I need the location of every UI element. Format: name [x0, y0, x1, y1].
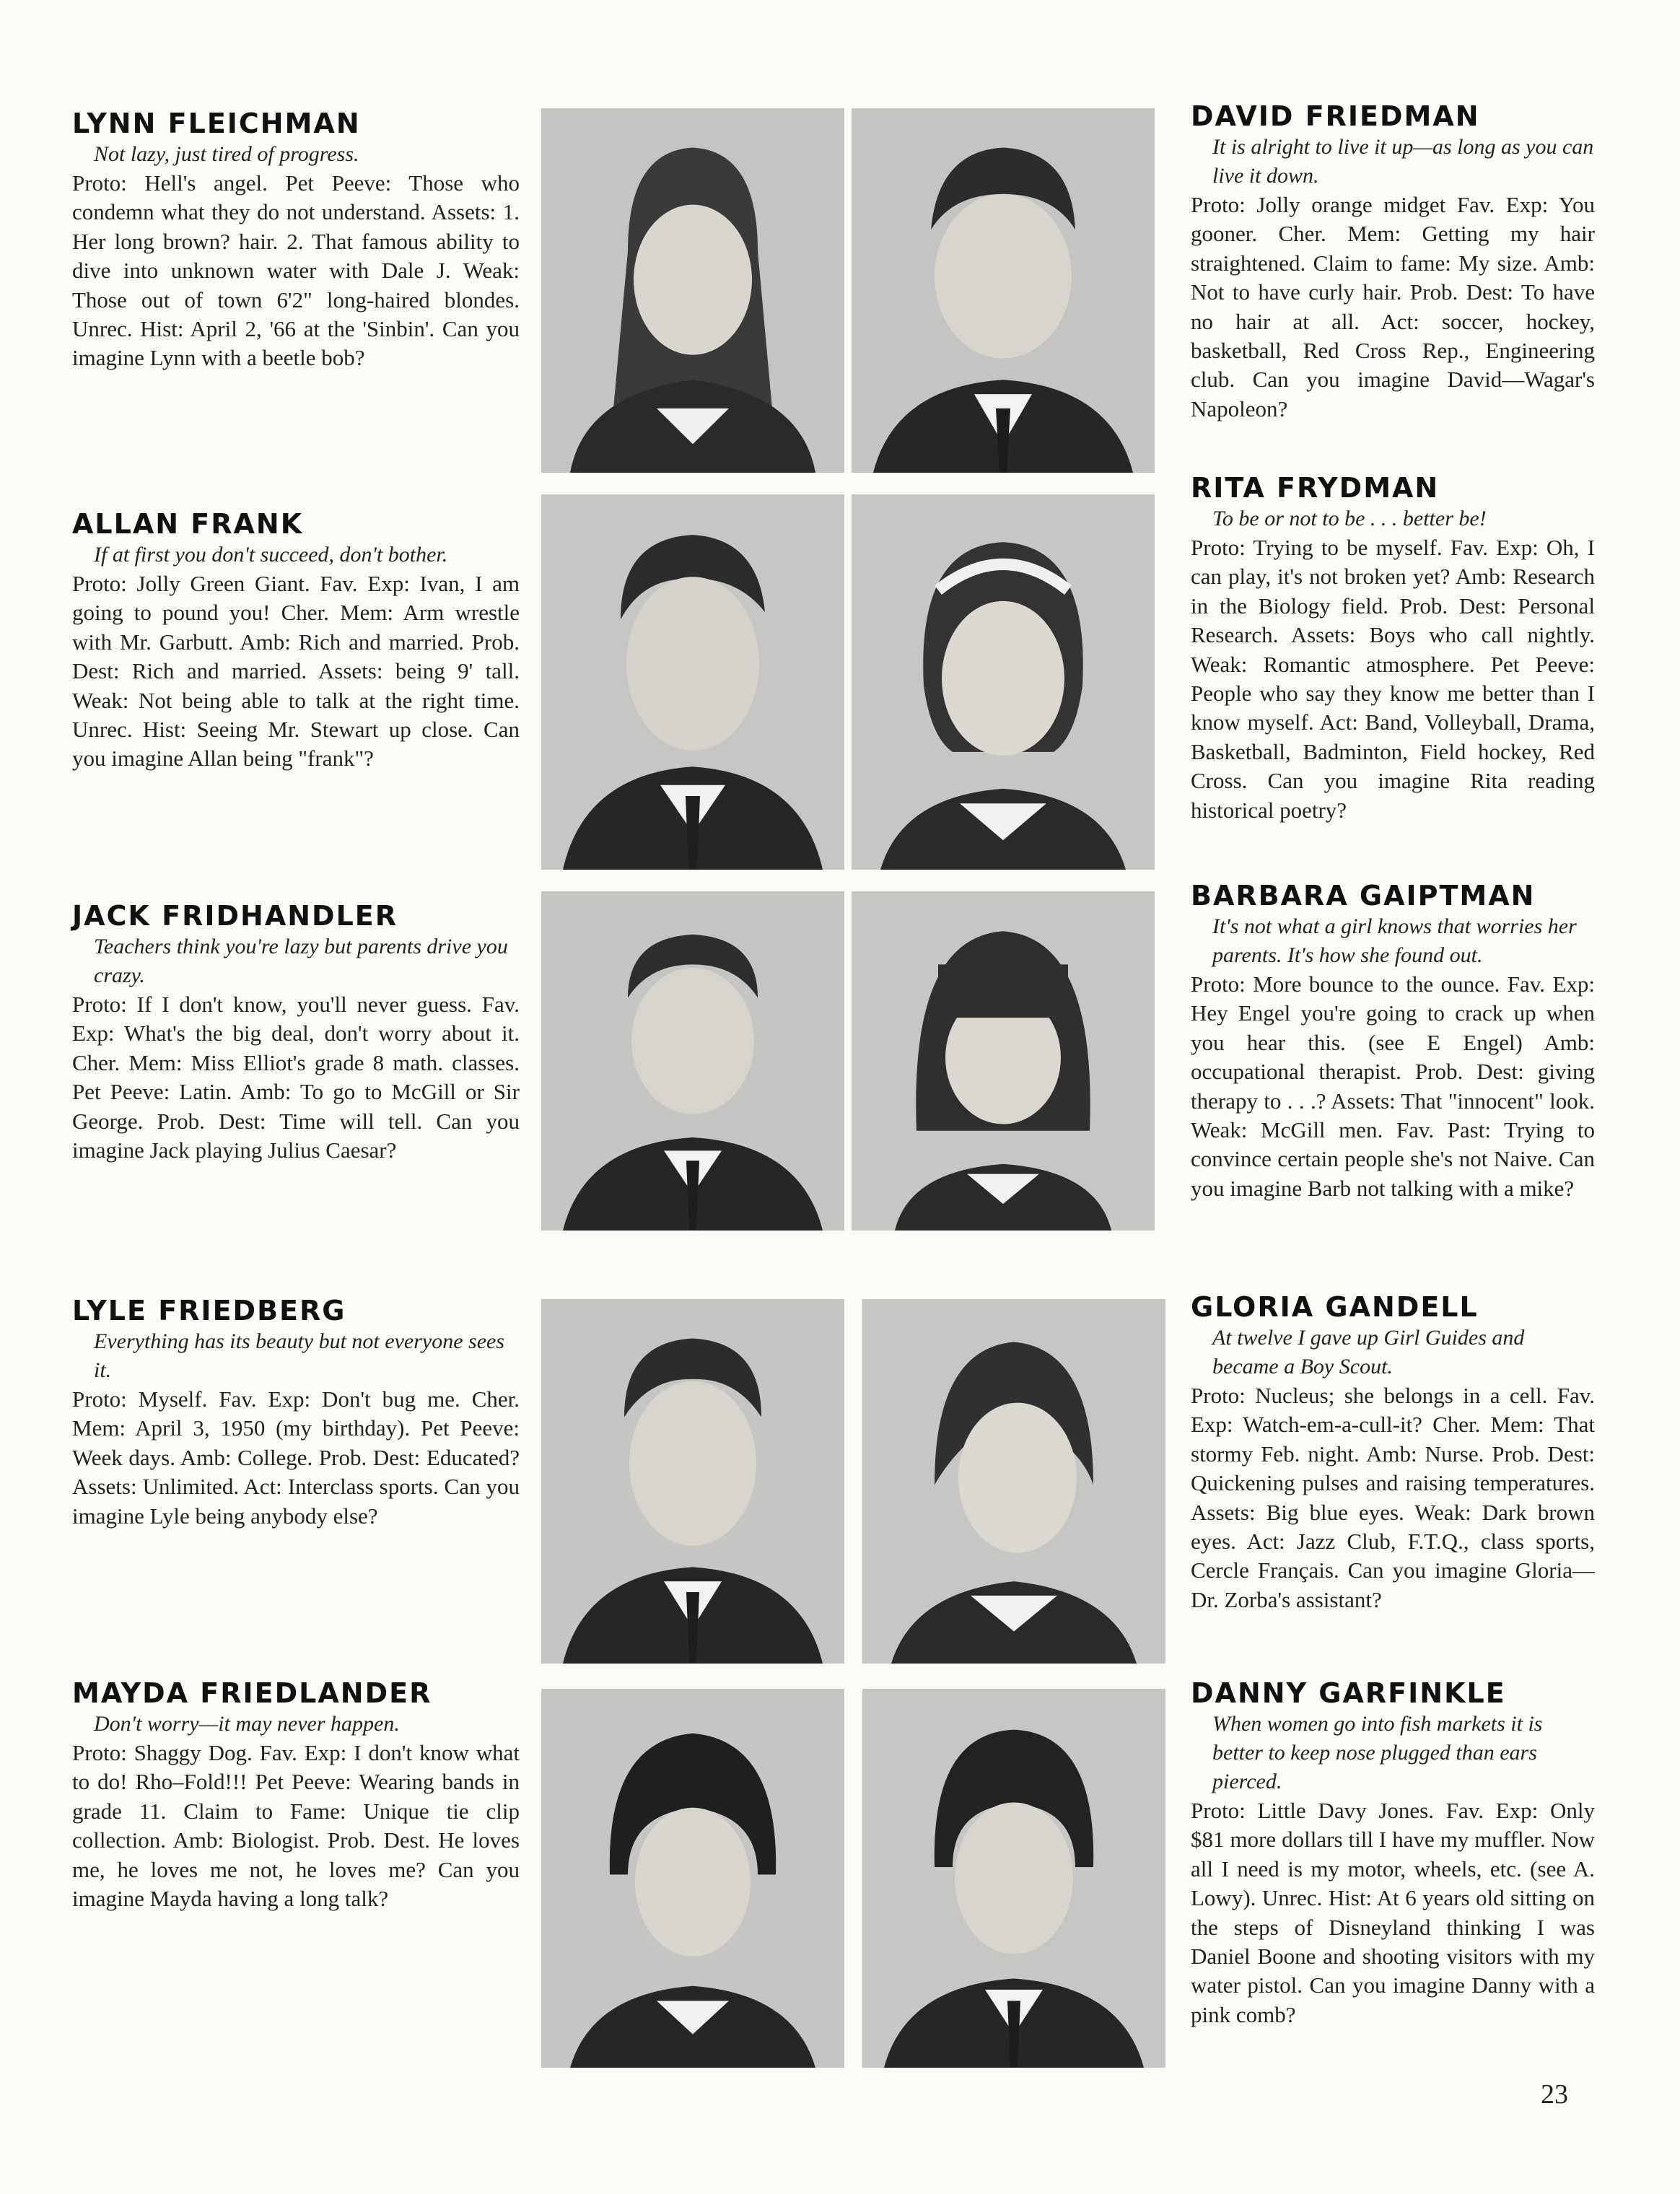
- student-bio: Proto: Hell's angel. Pet Peeve: Those who condemn what they do not understand. Assets: 1. Her long brown? hair. 2. That famous ability to dive into unknown water with Dale J. Weak: Those out of town 6'2" long-haired blondes. Unrec. Hist: April 2, '66 at the 'Sinbin'. Can you imagine Lynn with a beetle bob?: [72, 170, 520, 371]
- student-bio: Proto: Little Davy Jones. Fav. Exp: Only $81 more dollars till I have my muffler. Now all I need is my motor, wheels, etc. (see A. Lowy). Unrec. Hist: At 6 years old sitting on the steps of Disneyland thinking I was Daniel Boone and shooting visitors with my water pistol. Can you imagine Danny with a pink comb?: [1191, 1798, 1595, 2027]
- student-name: DAVID FRIEDMAN: [1191, 100, 1480, 132]
- student-motto: It's not what a girl knows that worries her parents. It's how she found out.: [1212, 914, 1577, 967]
- student-entry-mayda-friedlander: [72, 1678, 520, 1913]
- student-entry-allan-frank: [72, 509, 520, 774]
- student-entry-lyle-friedberg: [72, 1295, 520, 1531]
- student-name: RITA FRYDMAN: [1191, 472, 1440, 504]
- student-entry-jack-fridhandler: [72, 901, 520, 1165]
- student-motto: To be or not to be . . . better be!: [1212, 507, 1487, 530]
- portrait-photo-barbara-gaiptman: [852, 891, 1155, 1231]
- student-bio: Proto: Myself. Fav. Exp: Don't bug me. Cher. Mem: April 3, 1950 (my birthday). Pet Peeve: Week days. Amb: College. Prob. Dest: Educated? Assets: Unlimited. Act: Interclass sports. Can you imagine Lyle being anybody else?: [72, 1386, 520, 1529]
- student-entry-barbara-gaiptman: [1191, 880, 1595, 1203]
- student-bio: Proto: If I don't know, you'll never guess. Fav. Exp: What's the big deal, don't worry about it. Cher. Mem: Miss Elliot's grade 8 math. classes. Pet Peeve: Latin. Amb: To go to McGill or Sir George. Prob. Dest: Time will tell. Can you imagine Jack playing Julius Caesar?: [72, 992, 520, 1163]
- student-name: LYNN FLEICHMAN: [72, 108, 361, 139]
- student-entry-danny-garfinkle: [1191, 1678, 1595, 2029]
- student-entry-david-friedman: [1191, 101, 1595, 424]
- student-name: BARBARA GAIPTMAN: [1191, 880, 1536, 912]
- student-bio: Proto: Jolly Green Giant. Fav. Exp: Ivan, I am going to pound you! Cher. Mem: Arm wrestle with Mr. Garbutt. Amb: Rich and married. Prob. Dest: Rich and married. Assets: being 9' tall. Weak: Not being able to talk at the right time. Unrec. Hist: Seeing Mr. Stewart up close. Can you imagine Allan being "frank"?: [72, 571, 520, 772]
- student-motto: Teachers think you're lazy but parents drive you crazy.: [94, 935, 508, 987]
- portrait-photo-mayda-friedlander: [541, 1689, 844, 2068]
- student-motto: It is alright to live it up—as long as you can live it down.: [1212, 135, 1594, 188]
- portrait-photo-allan-frank: [541, 494, 844, 870]
- portrait-photo-jack-fridhandler: [541, 891, 844, 1231]
- student-name: LYLE FRIEDBERG: [72, 1295, 346, 1327]
- student-motto: Not lazy, just tired of progress.: [94, 142, 359, 166]
- student-motto: If at first you don't succeed, don't bother.: [94, 543, 448, 567]
- student-motto: At twelve I gave up Girl Guides and became a Boy Scout.: [1212, 1326, 1525, 1378]
- student-name: DANNY GARFINKLE: [1191, 1677, 1506, 1709]
- student-name: ALLAN FRANK: [72, 508, 304, 540]
- student-bio: Proto: More bounce to the ounce. Fav. Exp: Hey Engel you're going to crack up when you hear this. (see E Engel) Amb: occupational therapist. Prob. Dest: giving therapy to . . .? Assets: That "innocent" look. Weak: McGill men. Fav. Past: Trying to convince certain people she's not Naive. Can you imagine Barb not talking with a mike?: [1191, 971, 1595, 1201]
- student-name: GLORIA GANDELL: [1191, 1291, 1479, 1323]
- student-bio: Proto: Shaggy Dog. Fav. Exp: I don't know what to do! Rho–Fold!!! Pet Peeve: Wearing bands in grade 11. Claim to Fame: Unique tie clip collection. Amb: Biologist. Prob. Dest. He loves me, he loves me not, he loves me? Can you imagine Mayda having a long talk?: [72, 1740, 520, 1912]
- student-bio: Proto: Trying to be myself. Fav. Exp: Oh, I can play, it's not broken yet? Amb: Research in the Biology field. Prob. Dest: Personal Research. Assets: Boys who call nightly. Weak: Romantic atmosphere. Pet Peeve: People who say they know me better than I know myself. Act: Band, Volleyball, Drama, Basketball, Badminton, Field hockey, Red Cross. Can you imagine Rita reading historical poetry?: [1191, 535, 1595, 823]
- student-bio: Proto: Jolly orange midget Fav. Exp: You gooner. Cher. Mem: Getting my hair straightened. Claim to fame: My size. Amb: Not to have curly hair. Prob. Dest: To have no hair at all. Act: soccer, hockey, basketball, Red Cross Rep., Engineering club. Can you imagine David—Wagar's Napoleon?: [1191, 192, 1595, 421]
- page-number: 23: [1541, 2079, 1568, 2110]
- student-motto: When women go into fish markets it is better to keep nose plugged than ears pierced.: [1212, 1712, 1543, 1793]
- portrait-photo-rita-frydman: [852, 494, 1155, 870]
- portrait-photo-lynn-fleichman: [541, 108, 844, 473]
- student-name: MAYDA FRIEDLANDER: [72, 1677, 432, 1709]
- student-bio: Proto: Nucleus; she belongs in a cell. Fav. Exp: Watch-em-a-cull-it? Cher. Mem: That stormy Feb. night. Amb: Nurse. Prob. Dest: Quickening pulses and raising temperatures. Assets: Big blue eyes. Weak: Dark brown eyes. Act: Jazz Club, F.T.Q., class sports, Cercle Français. Can you imagine Gloria—Dr. Zorba's assistant?: [1191, 1383, 1595, 1612]
- student-name: JACK FRIDHANDLER: [72, 900, 398, 932]
- portrait-photo-danny-garfinkle: [862, 1689, 1165, 2068]
- student-motto: Everything has its beauty but not everyone sees it.: [94, 1329, 505, 1382]
- portrait-photo-gloria-gandell: [862, 1299, 1165, 1664]
- student-entry-gloria-gandell: [1191, 1292, 1595, 1614]
- student-motto: Don't worry—it may never happen.: [94, 1712, 400, 1736]
- student-entry-rita-frydman: [1191, 473, 1595, 825]
- portrait-photo-david-friedman: [852, 108, 1155, 473]
- portrait-photo-lyle-friedberg: [541, 1299, 844, 1664]
- student-entry-lynn-fleichman: [72, 108, 520, 373]
